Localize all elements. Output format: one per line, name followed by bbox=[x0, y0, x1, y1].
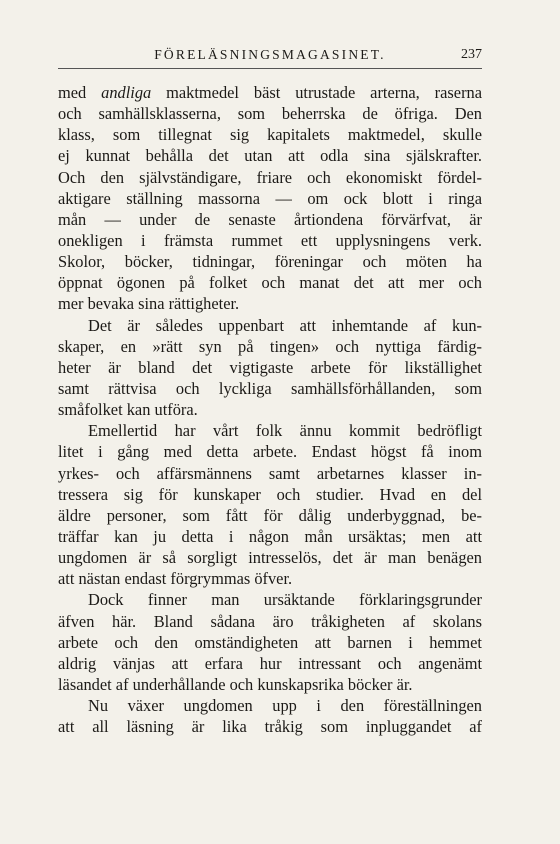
text-line: aktigare ställning massorna — om ock blott i ringa bbox=[58, 188, 482, 208]
text-line: mer bevaka sina rättigheter. bbox=[58, 294, 240, 314]
text-line: småfolket kan utföra. bbox=[58, 400, 198, 420]
text-line: klass, som tillegnat sig kapitalets maktmedel, skulle bbox=[58, 125, 482, 145]
page-number: 237 bbox=[461, 47, 482, 62]
text-line: skaper, en »rätt syn på tingen» och nyttiga färdig- bbox=[58, 336, 482, 356]
paragraph bbox=[58, 695, 482, 737]
paragraph bbox=[58, 315, 482, 421]
text-line: ej kunnat behålla det utan att odla sina själskrafter. bbox=[58, 146, 482, 166]
body-text bbox=[58, 82, 482, 737]
text-line: yrkes- och affärsmännens samt arbetarnes klasser in- bbox=[58, 463, 482, 483]
text-line: äldre personer, som fått för dålig underbyggnad, be- bbox=[58, 505, 482, 525]
header-rule bbox=[58, 68, 482, 71]
text-line: Nu växer ungdomen upp i den föreställningen bbox=[88, 696, 482, 716]
running-header bbox=[58, 44, 482, 66]
text-line: arbete och den omständigheten att barnen i hemmet bbox=[58, 632, 482, 652]
text-line: litet i gång med detta arbete. Endast högst få inom bbox=[58, 442, 482, 462]
text-line: Emellertid har vårt folk ännu kommit bedröfligt bbox=[88, 421, 482, 441]
text-line: läsandet af underhållande och kunskapsrika böcker är. bbox=[58, 674, 413, 694]
text-line: aldrig vänjas att erfara hur intressant och angenämt bbox=[58, 653, 482, 673]
paragraph bbox=[58, 589, 482, 695]
paragraph bbox=[58, 82, 482, 315]
text-line: äfven här. Bland sådana äro tråkigheten af skolans bbox=[58, 611, 482, 631]
emphasized-word: andliga bbox=[101, 83, 152, 102]
text-line: heter är bland det vigtigaste arbete för likställighet bbox=[58, 357, 482, 377]
text-line: att all läsning är lika tråkig som inpluggandet af bbox=[58, 717, 482, 737]
text-segment: maktmedel bäst utrustade arterna, raserna bbox=[151, 83, 482, 102]
text-line: ungdomen är så sorgligt intresselös, det är man benägen bbox=[58, 548, 482, 568]
text-line: mån — under de senaste årtiondena förvärfvat, är bbox=[58, 209, 482, 229]
text-line: onekligen i främsta rummet ett upplysningens verk. bbox=[58, 230, 482, 250]
running-title: FÖRELÄSNINGSMAGASINET. bbox=[154, 47, 386, 62]
text-line: Dock finner man ursäktande förklaringsgrunder bbox=[88, 590, 482, 610]
text-line: Det är således uppenbart att inhemtande af kun- bbox=[88, 315, 482, 335]
paragraph bbox=[58, 420, 482, 589]
text-line: Och den självständigare, friare och ekonomiskt fördel- bbox=[58, 167, 482, 187]
text-segment: med bbox=[58, 83, 102, 102]
text-line: samt rättvisa och lyckliga samhällsförhållanden, som bbox=[58, 378, 482, 398]
text-line: Skolor, böcker, tidningar, föreningar och möten ha bbox=[58, 252, 482, 272]
text-line: öppnat ögonen på folket och manat det att mer och bbox=[58, 273, 482, 293]
text-line: träffar kan ju detta i någon mån ursäktas; men att bbox=[58, 526, 482, 546]
text-line: att nästan endast förgrymmas öfver. bbox=[58, 569, 293, 589]
text-line: och samhällsklasserna, som beherrska de öfriga. Den bbox=[58, 104, 482, 124]
text-line: tressera sig för kunskaper och studier. Hvad en del bbox=[58, 484, 482, 504]
text-line bbox=[58, 82, 482, 103]
